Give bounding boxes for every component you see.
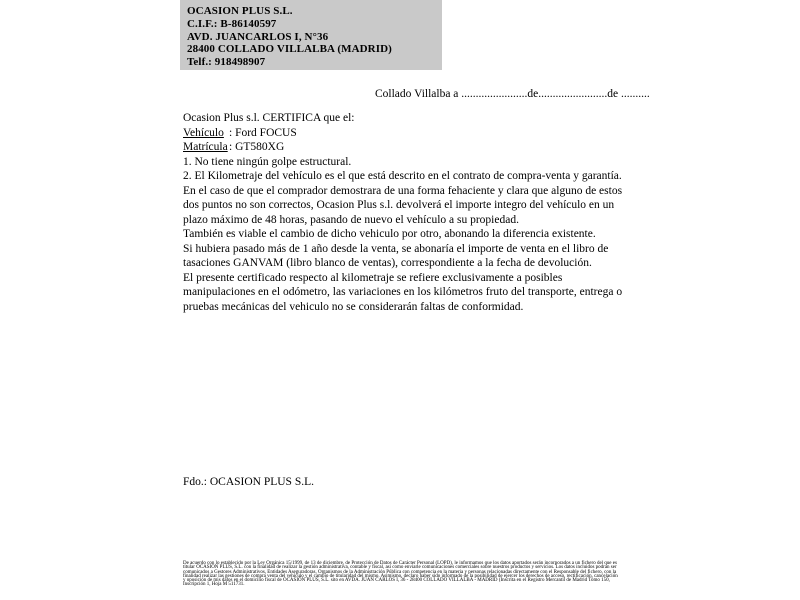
plate-value: : GT580XG <box>229 141 285 153</box>
signature-line: Fdo.: OCASION PLUS S.L. <box>183 476 314 488</box>
vehicle-line <box>183 126 627 141</box>
exchange-paragraph: También es viable el cambio de dicho vehiculo por otro, abonando la diferencia existente. <box>183 228 596 240</box>
date-line: Collado Villalba a .......................de........................de .......... <box>375 88 650 100</box>
document-body <box>183 111 627 314</box>
odometer-paragraph: El presente certificado respecto al kilometraje se refiere exclusivamente a posibles manipulaciones en el odómetro, las variaciones en los kilómetros fruto del transporte, entrega o pruebas mecánicas del vehiculo no se considerarán faltas de conformidad. <box>183 271 623 313</box>
company-phone: Telf.: 918498907 <box>187 56 266 69</box>
plate-line <box>183 140 627 155</box>
legal-fine-print: De acuerdo con lo establecido por la Ley Orgánica 15/1999, de 13 de diciembre, de Protección de Datos de Carácter Personal (LOPD), le informamos que los datos aportados serán incorporados a un fichero del que es titular OCASION PLUS, S.L. con la finalidad de realizar la gestión administrativa, contable y fiscal, así como enviarle comunicaciones comerciales sobre nuestros productos y servicios. Los datos incluidos podrán ser comunicados a Gestores Administrativos, Entidades Aseguradoras, Organismos de la Administración Pública con competencia en la materia y personas relacionadas directamente con el Responsable del fichero, con la finalidad realizar las gestiones de compra venta del vehículo y el cambio de titularidad del mismo. Asimismo, declaro haber sido informado de la posibilidad de ejercer los derechos de acceso, rectificación, cancelación y oposición de mis datos en el domicilio fiscal de OCASIÓN PLUS, S.L. sito en AVDA. JUAN CARLOS I, 36 - 28400 COLLADO VILLALBA - MADRID (Inscrita en el Registro Mercantil de Madrid Tomo 150, Inscripción 1, Hoja M 511731. <box>183 561 618 588</box>
vehicle-label: Vehículo <box>183 126 224 139</box>
vehicle-value: : Ford FOCUS <box>229 126 297 139</box>
certification-point-1: 1. No tiene ningún golpe estructural. <box>183 155 352 168</box>
company-header <box>180 0 442 70</box>
certification-point-2: 2. El Kilometraje del vehículo es el que está descrito en el contrato de compra-venta y garantía. <box>183 170 622 182</box>
plate-label: Matrícula <box>183 141 228 153</box>
company-name: OCASION PLUS S.L. <box>187 5 293 17</box>
company-city: 28400 COLLADO VILLALBA (MADRID) <box>187 43 392 56</box>
certifies-line: Ocasion Plus s.l. CERTIFICA que el: <box>183 112 355 124</box>
company-cif: C.I.F.: B-86140597 <box>187 17 277 30</box>
ganvam-paragraph: Si hubiera pasado más de 1 año desde la venta, se abonaría el importe de venta en el libro de tasaciones GANVAM (libro blanco de ventas), correspondiente a la fecha de devolución. <box>183 242 609 269</box>
company-address: AVD. JUANCARLOS I, N°36 <box>187 30 329 43</box>
refund-paragraph: En el caso de que el comprador demostrara de una forma fehaciente y clara que alguno de estos dos puntos no son correctos, Ocasion Plus s.l. devolverá el importe integro del vehículo en un plazo máximo de 48 horas, pasando de nuevo el vehículo a su propiedad. <box>183 184 623 226</box>
